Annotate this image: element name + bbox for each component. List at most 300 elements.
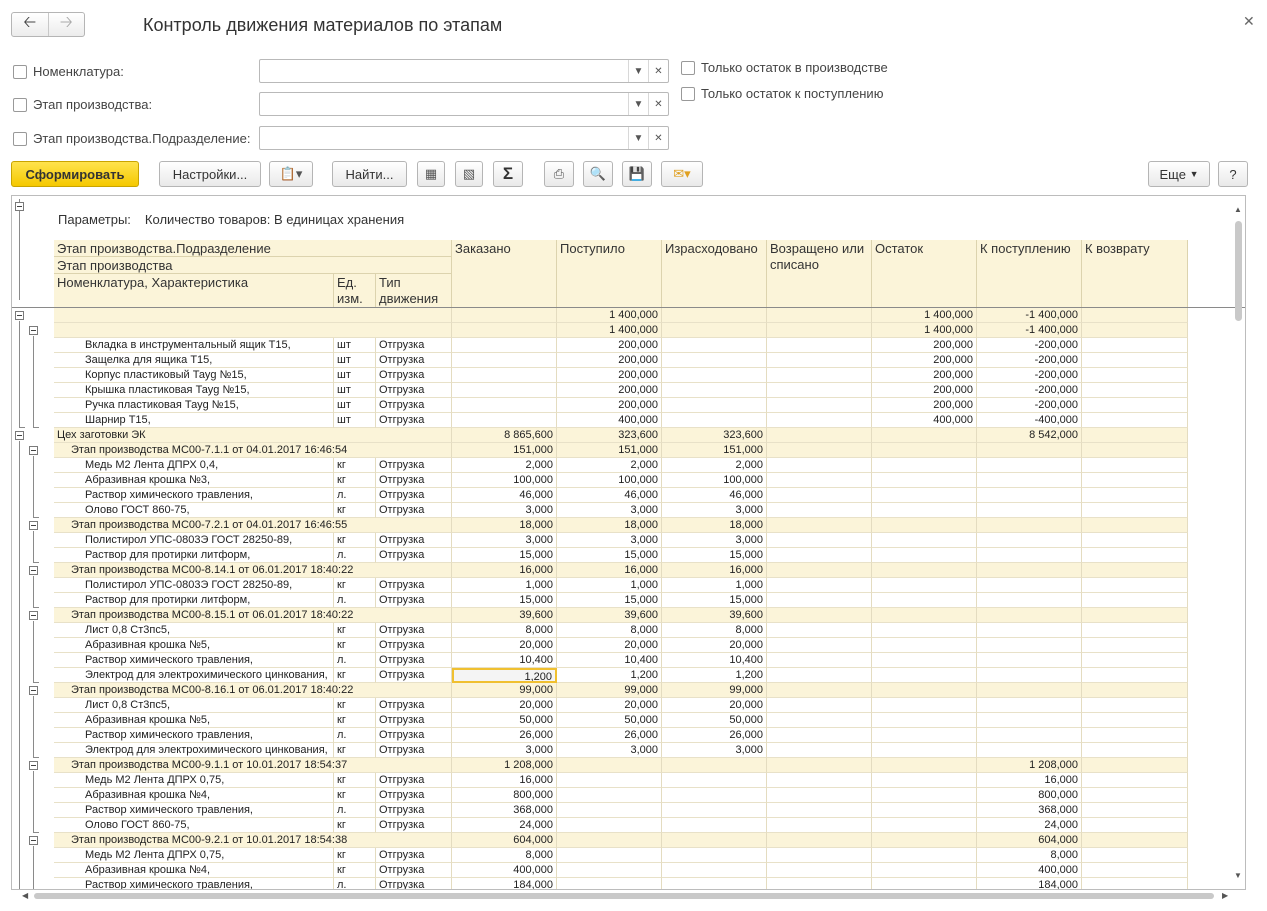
cell-received[interactable]: 323,600 bbox=[557, 428, 662, 443]
cell-type[interactable]: Отгрузка bbox=[376, 413, 452, 428]
cell-to-return[interactable] bbox=[1082, 803, 1188, 818]
cell-name[interactable]: Раствор химического травления, bbox=[54, 803, 334, 818]
cell-name[interactable]: Корпус пластиковый Тауg №15, bbox=[54, 368, 334, 383]
cell-remain[interactable]: 200,000 bbox=[872, 338, 977, 353]
cell-received[interactable] bbox=[557, 878, 662, 890]
table-row[interactable] bbox=[54, 593, 1188, 608]
cell-to-receive[interactable] bbox=[977, 653, 1082, 668]
cell-name[interactable]: Олово ГОСТ 860-75, bbox=[54, 818, 334, 833]
cell-remain[interactable] bbox=[872, 773, 977, 788]
cell-spent[interactable]: 18,000 bbox=[662, 518, 767, 533]
cell-ordered[interactable]: 3,000 bbox=[452, 743, 557, 758]
generate-button[interactable]: Сформировать bbox=[11, 161, 139, 187]
cell-to-receive[interactable]: -200,000 bbox=[977, 368, 1082, 383]
cell-returned[interactable] bbox=[767, 428, 872, 443]
cell-spent[interactable]: 26,000 bbox=[662, 728, 767, 743]
cell-type[interactable]: Отгрузка bbox=[376, 698, 452, 713]
cell-remain[interactable]: 200,000 bbox=[872, 383, 977, 398]
cell-to-receive[interactable] bbox=[977, 503, 1082, 518]
cell-remain[interactable] bbox=[872, 428, 977, 443]
cell-name[interactable]: Раствор для протирки литформ, bbox=[54, 548, 334, 563]
cell-spent[interactable]: 100,000 bbox=[662, 473, 767, 488]
cell-to-receive[interactable]: 368,000 bbox=[977, 803, 1082, 818]
cell-returned[interactable] bbox=[767, 668, 872, 683]
table-row[interactable] bbox=[54, 353, 1188, 368]
dropdown-icon[interactable]: ▼ bbox=[628, 60, 648, 82]
cell-remain[interactable]: 200,000 bbox=[872, 353, 977, 368]
cell-ordered[interactable]: 20,000 bbox=[452, 698, 557, 713]
cell-returned[interactable] bbox=[767, 878, 872, 890]
cell-to-receive[interactable]: -400,000 bbox=[977, 413, 1082, 428]
cell-returned[interactable] bbox=[767, 398, 872, 413]
group-row[interactable] bbox=[54, 608, 1188, 623]
cell-remain[interactable]: 200,000 bbox=[872, 368, 977, 383]
cell-to-receive[interactable]: -200,000 bbox=[977, 338, 1082, 353]
table-row[interactable] bbox=[54, 458, 1188, 473]
collapse-group-icon[interactable] bbox=[29, 686, 38, 695]
group-row[interactable] bbox=[54, 308, 1188, 323]
cell-unit[interactable]: л. bbox=[334, 728, 376, 743]
cell-remain[interactable] bbox=[872, 548, 977, 563]
cell-to-return[interactable] bbox=[1082, 608, 1188, 623]
cell-to-return[interactable] bbox=[1082, 398, 1188, 413]
cell-type[interactable]: Отгрузка bbox=[376, 578, 452, 593]
cell-spent[interactable] bbox=[662, 848, 767, 863]
cell-returned[interactable] bbox=[767, 338, 872, 353]
cell-name[interactable] bbox=[54, 323, 452, 338]
cell-to-receive[interactable]: -200,000 bbox=[977, 383, 1082, 398]
cell-type[interactable]: Отгрузка bbox=[376, 353, 452, 368]
cell-to-return[interactable] bbox=[1082, 308, 1188, 323]
cell-name[interactable]: Абразивная крошка №3, bbox=[54, 473, 334, 488]
cell-to-receive[interactable]: -1 400,000 bbox=[977, 323, 1082, 338]
cell-to-receive[interactable]: -1 400,000 bbox=[977, 308, 1082, 323]
cell-type[interactable]: Отгрузка bbox=[376, 728, 452, 743]
cell-ordered[interactable] bbox=[452, 413, 557, 428]
cell-unit[interactable]: кг bbox=[334, 533, 376, 548]
cell-received[interactable]: 10,400 bbox=[557, 653, 662, 668]
cell-received[interactable] bbox=[557, 818, 662, 833]
cell-received[interactable]: 3,000 bbox=[557, 743, 662, 758]
collapse-group-icon[interactable] bbox=[29, 326, 38, 335]
cell-received[interactable]: 16,000 bbox=[557, 563, 662, 578]
table-row[interactable] bbox=[54, 818, 1188, 833]
stage-division-checkbox[interactable] bbox=[13, 132, 27, 146]
cell-name[interactable]: Абразивная крошка №5, bbox=[54, 713, 334, 728]
expand-groups-button[interactable] bbox=[417, 161, 445, 187]
cell-name[interactable]: Раствор химического травления, bbox=[54, 488, 334, 503]
cell-type[interactable]: Отгрузка bbox=[376, 533, 452, 548]
cell-ordered[interactable]: 604,000 bbox=[452, 833, 557, 848]
cell-remain[interactable] bbox=[872, 518, 977, 533]
cell-type[interactable]: Отгрузка bbox=[376, 473, 452, 488]
send-mail-button[interactable] bbox=[661, 161, 703, 187]
cell-received[interactable] bbox=[557, 803, 662, 818]
cell-name[interactable]: Вкладка в инструментальный ящик Т15, bbox=[54, 338, 334, 353]
vertical-scroll-thumb[interactable] bbox=[1235, 221, 1242, 321]
cell-type[interactable]: Отгрузка bbox=[376, 383, 452, 398]
cell-type[interactable]: Отгрузка bbox=[376, 803, 452, 818]
cell-name[interactable]: Олово ГОСТ 860-75, bbox=[54, 503, 334, 518]
cell-name[interactable]: Полистирол УПС-0803Э ГОСТ 28250-89, bbox=[54, 533, 334, 548]
cell-name[interactable]: Абразивная крошка №5, bbox=[54, 638, 334, 653]
cell-spent[interactable]: 15,000 bbox=[662, 548, 767, 563]
cell-received[interactable]: 2,000 bbox=[557, 458, 662, 473]
cell-remain[interactable] bbox=[872, 473, 977, 488]
preview-button[interactable] bbox=[583, 161, 613, 187]
cell-to-return[interactable] bbox=[1082, 758, 1188, 773]
cell-spent[interactable]: 8,000 bbox=[662, 623, 767, 638]
cell-returned[interactable] bbox=[767, 713, 872, 728]
cell-ordered[interactable]: 800,000 bbox=[452, 788, 557, 803]
table-row[interactable] bbox=[54, 488, 1188, 503]
cell-name[interactable]: Этап производства МС00-8.14.1 от 06.01.2017 18:40:22 bbox=[54, 563, 452, 578]
cell-name[interactable] bbox=[54, 308, 452, 323]
collapse-group-icon[interactable] bbox=[29, 446, 38, 455]
cell-remain[interactable] bbox=[872, 788, 977, 803]
cell-to-return[interactable] bbox=[1082, 638, 1188, 653]
cell-type[interactable]: Отгрузка bbox=[376, 818, 452, 833]
cell-to-return[interactable] bbox=[1082, 833, 1188, 848]
cell-to-return[interactable] bbox=[1082, 533, 1188, 548]
cell-spent[interactable] bbox=[662, 803, 767, 818]
cell-remain[interactable] bbox=[872, 743, 977, 758]
cell-returned[interactable] bbox=[767, 563, 872, 578]
cell-to-receive[interactable]: 16,000 bbox=[977, 773, 1082, 788]
cell-to-return[interactable] bbox=[1082, 353, 1188, 368]
cell-unit[interactable]: кг bbox=[334, 623, 376, 638]
cell-type[interactable]: Отгрузка bbox=[376, 713, 452, 728]
table-row[interactable] bbox=[54, 773, 1188, 788]
cell-remain[interactable] bbox=[872, 803, 977, 818]
cell-to-receive[interactable] bbox=[977, 713, 1082, 728]
cell-ordered[interactable]: 100,000 bbox=[452, 473, 557, 488]
cell-unit[interactable]: л. bbox=[334, 593, 376, 608]
cell-received[interactable]: 18,000 bbox=[557, 518, 662, 533]
cell-to-return[interactable] bbox=[1082, 713, 1188, 728]
cell-to-receive[interactable] bbox=[977, 638, 1082, 653]
cell-name[interactable]: Этап производства МС00-8.15.1 от 06.01.2017 18:40:22 bbox=[54, 608, 452, 623]
cell-remain[interactable]: 1 400,000 bbox=[872, 308, 977, 323]
cell-remain[interactable] bbox=[872, 623, 977, 638]
cell-to-return[interactable] bbox=[1082, 728, 1188, 743]
cell-returned[interactable] bbox=[767, 548, 872, 563]
cell-to-return[interactable] bbox=[1082, 488, 1188, 503]
cell-ordered[interactable]: 16,000 bbox=[452, 563, 557, 578]
cell-to-return[interactable] bbox=[1082, 473, 1188, 488]
cell-ordered[interactable]: 2,000 bbox=[452, 458, 557, 473]
cell-returned[interactable] bbox=[767, 803, 872, 818]
cell-spent[interactable] bbox=[662, 398, 767, 413]
cell-remain[interactable] bbox=[872, 698, 977, 713]
cell-name[interactable]: Ручка пластиковая Тауg №15, bbox=[54, 398, 334, 413]
cell-name[interactable]: Раствор химического травления, bbox=[54, 878, 334, 890]
cell-unit[interactable]: шт bbox=[334, 383, 376, 398]
cell-to-return[interactable] bbox=[1082, 323, 1188, 338]
cell-remain[interactable] bbox=[872, 578, 977, 593]
cell-name[interactable]: Абразивная крошка №4, bbox=[54, 788, 334, 803]
clear-icon[interactable]: ✕ bbox=[648, 60, 668, 82]
cell-returned[interactable] bbox=[767, 818, 872, 833]
cell-spent[interactable]: 39,600 bbox=[662, 608, 767, 623]
cell-remain[interactable] bbox=[872, 533, 977, 548]
cell-name[interactable]: Этап производства МС00-7.2.1 от 04.01.2017 16:46:55 bbox=[54, 518, 452, 533]
cell-name[interactable]: Этап производства МС00-9.2.1 от 10.01.2017 18:54:38 bbox=[54, 833, 452, 848]
table-row[interactable] bbox=[54, 503, 1188, 518]
more-button[interactable] bbox=[1148, 161, 1210, 187]
cell-spent[interactable]: 3,000 bbox=[662, 533, 767, 548]
cell-type[interactable]: Отгрузка bbox=[376, 788, 452, 803]
group-row[interactable] bbox=[54, 563, 1188, 578]
cell-unit[interactable]: кг bbox=[334, 713, 376, 728]
cell-to-receive[interactable]: 1 208,000 bbox=[977, 758, 1082, 773]
cell-to-receive[interactable] bbox=[977, 443, 1082, 458]
settings-button[interactable]: Настройки... bbox=[159, 161, 261, 187]
cell-ordered[interactable] bbox=[452, 323, 557, 338]
selected-cell[interactable]: 1,200 bbox=[452, 668, 557, 683]
forward-arrow-icon[interactable]: 🡢 bbox=[48, 13, 85, 36]
cell-name[interactable]: Крышка пластиковая Тауg №15, bbox=[54, 383, 334, 398]
cell-received[interactable]: 15,000 bbox=[557, 593, 662, 608]
cell-name[interactable]: Шарнир Т15, bbox=[54, 413, 334, 428]
cell-to-return[interactable] bbox=[1082, 443, 1188, 458]
cell-returned[interactable] bbox=[767, 368, 872, 383]
cell-to-return[interactable] bbox=[1082, 383, 1188, 398]
cell-unit[interactable]: кг bbox=[334, 668, 376, 683]
cell-to-receive[interactable] bbox=[977, 593, 1082, 608]
cell-type[interactable]: Отгрузка bbox=[376, 743, 452, 758]
cell-returned[interactable] bbox=[767, 488, 872, 503]
header-collapse-icon[interactable] bbox=[15, 202, 24, 211]
cell-ordered[interactable] bbox=[452, 338, 557, 353]
cell-spent[interactable] bbox=[662, 413, 767, 428]
cell-unit[interactable]: шт bbox=[334, 398, 376, 413]
cell-remain[interactable] bbox=[872, 758, 977, 773]
table-row[interactable] bbox=[54, 713, 1188, 728]
cell-type[interactable]: Отгрузка bbox=[376, 503, 452, 518]
cell-to-return[interactable] bbox=[1082, 683, 1188, 698]
cell-type[interactable]: Отгрузка bbox=[376, 623, 452, 638]
cell-name[interactable]: Цех заготовки ЭК bbox=[54, 428, 452, 443]
cell-to-return[interactable] bbox=[1082, 458, 1188, 473]
cell-type[interactable]: Отгрузка bbox=[376, 458, 452, 473]
cell-remain[interactable] bbox=[872, 713, 977, 728]
horizontal-scroll-thumb[interactable] bbox=[34, 893, 1214, 899]
cell-received[interactable]: 151,000 bbox=[557, 443, 662, 458]
collapse-group-icon[interactable] bbox=[29, 521, 38, 530]
cell-type[interactable]: Отгрузка bbox=[376, 548, 452, 563]
cell-to-receive[interactable] bbox=[977, 698, 1082, 713]
cell-spent[interactable]: 1,200 bbox=[662, 668, 767, 683]
cell-to-receive[interactable] bbox=[977, 563, 1082, 578]
cell-spent[interactable]: 3,000 bbox=[662, 503, 767, 518]
only-remain-receipt-checkbox[interactable] bbox=[681, 87, 695, 101]
cell-to-return[interactable] bbox=[1082, 518, 1188, 533]
cell-unit[interactable]: кг bbox=[334, 458, 376, 473]
cell-returned[interactable] bbox=[767, 848, 872, 863]
cell-type[interactable]: Отгрузка bbox=[376, 368, 452, 383]
print-button[interactable] bbox=[544, 161, 574, 187]
nomenclature-checkbox[interactable] bbox=[13, 65, 27, 79]
cell-remain[interactable] bbox=[872, 593, 977, 608]
cell-received[interactable] bbox=[557, 758, 662, 773]
cell-returned[interactable] bbox=[767, 323, 872, 338]
cell-remain[interactable] bbox=[872, 653, 977, 668]
cell-spent[interactable] bbox=[662, 308, 767, 323]
cell-received[interactable]: 100,000 bbox=[557, 473, 662, 488]
cell-unit[interactable]: шт bbox=[334, 338, 376, 353]
cell-returned[interactable] bbox=[767, 413, 872, 428]
collapse-group-icon[interactable] bbox=[15, 311, 24, 320]
cell-unit[interactable]: кг bbox=[334, 863, 376, 878]
cell-to-receive[interactable]: 800,000 bbox=[977, 788, 1082, 803]
table-row[interactable] bbox=[54, 668, 1188, 683]
cell-ordered[interactable]: 16,000 bbox=[452, 773, 557, 788]
cell-to-receive[interactable]: 8,000 bbox=[977, 848, 1082, 863]
cell-type[interactable]: Отгрузка bbox=[376, 653, 452, 668]
group-row[interactable] bbox=[54, 518, 1188, 533]
cell-returned[interactable] bbox=[767, 578, 872, 593]
cell-returned[interactable] bbox=[767, 863, 872, 878]
sum-button[interactable]: Σ bbox=[493, 161, 523, 187]
table-row[interactable] bbox=[54, 788, 1188, 803]
cell-name[interactable]: Медь М2 Лента ДПРХ 0,4, bbox=[54, 458, 334, 473]
cell-to-return[interactable] bbox=[1082, 338, 1188, 353]
cell-unit[interactable]: шт bbox=[334, 413, 376, 428]
cell-returned[interactable] bbox=[767, 728, 872, 743]
cell-received[interactable]: 200,000 bbox=[557, 398, 662, 413]
cell-name[interactable]: Лист 0,8 Ст3пс5, bbox=[54, 623, 334, 638]
cell-remain[interactable] bbox=[872, 848, 977, 863]
variants-button[interactable] bbox=[269, 161, 313, 187]
cell-to-return[interactable] bbox=[1082, 863, 1188, 878]
cell-spent[interactable]: 2,000 bbox=[662, 458, 767, 473]
cell-name[interactable]: Электрод для электрохимического цинкования, bbox=[54, 668, 334, 683]
cell-spent[interactable]: 50,000 bbox=[662, 713, 767, 728]
cell-spent[interactable] bbox=[662, 818, 767, 833]
cell-ordered[interactable]: 3,000 bbox=[452, 533, 557, 548]
cell-received[interactable]: 8,000 bbox=[557, 623, 662, 638]
cell-to-return[interactable] bbox=[1082, 578, 1188, 593]
cell-type[interactable]: Отгрузка bbox=[376, 848, 452, 863]
close-icon[interactable]: ✕ bbox=[1243, 13, 1255, 29]
cell-to-receive[interactable]: 8 542,000 bbox=[977, 428, 1082, 443]
cell-remain[interactable]: 400,000 bbox=[872, 413, 977, 428]
cell-to-return[interactable] bbox=[1082, 623, 1188, 638]
cell-name[interactable]: Медь М2 Лента ДПРХ 0,75, bbox=[54, 773, 334, 788]
cell-spent[interactable]: 15,000 bbox=[662, 593, 767, 608]
cell-ordered[interactable]: 368,000 bbox=[452, 803, 557, 818]
cell-received[interactable] bbox=[557, 773, 662, 788]
cell-spent[interactable] bbox=[662, 323, 767, 338]
cell-to-receive[interactable] bbox=[977, 548, 1082, 563]
cell-to-return[interactable] bbox=[1082, 503, 1188, 518]
dropdown-icon[interactable]: ▼ bbox=[628, 93, 648, 115]
cell-received[interactable]: 1,000 bbox=[557, 578, 662, 593]
table-row[interactable] bbox=[54, 413, 1188, 428]
cell-received[interactable]: 200,000 bbox=[557, 368, 662, 383]
cell-returned[interactable] bbox=[767, 833, 872, 848]
cell-to-receive[interactable]: 604,000 bbox=[977, 833, 1082, 848]
cell-ordered[interactable]: 8,000 bbox=[452, 623, 557, 638]
cell-remain[interactable] bbox=[872, 563, 977, 578]
cell-returned[interactable] bbox=[767, 473, 872, 488]
cell-to-receive[interactable] bbox=[977, 458, 1082, 473]
cell-received[interactable] bbox=[557, 788, 662, 803]
cell-received[interactable]: 1 400,000 bbox=[557, 308, 662, 323]
cell-unit[interactable]: л. bbox=[334, 488, 376, 503]
group-row[interactable] bbox=[54, 443, 1188, 458]
cell-ordered[interactable]: 39,600 bbox=[452, 608, 557, 623]
cell-to-return[interactable] bbox=[1082, 653, 1188, 668]
stage-checkbox[interactable] bbox=[13, 98, 27, 112]
cell-ordered[interactable] bbox=[452, 398, 557, 413]
cell-returned[interactable] bbox=[767, 458, 872, 473]
cell-spent[interactable] bbox=[662, 788, 767, 803]
cell-received[interactable]: 1 400,000 bbox=[557, 323, 662, 338]
cell-ordered[interactable]: 8,000 bbox=[452, 848, 557, 863]
cell-to-return[interactable] bbox=[1082, 773, 1188, 788]
cell-remain[interactable] bbox=[872, 833, 977, 848]
cell-received[interactable] bbox=[557, 863, 662, 878]
cell-received[interactable]: 26,000 bbox=[557, 728, 662, 743]
cell-spent[interactable] bbox=[662, 383, 767, 398]
cell-remain[interactable] bbox=[872, 818, 977, 833]
cell-received[interactable]: 99,000 bbox=[557, 683, 662, 698]
cell-received[interactable]: 200,000 bbox=[557, 338, 662, 353]
scroll-up-icon[interactable]: ▲ bbox=[1234, 205, 1242, 214]
cell-ordered[interactable]: 151,000 bbox=[452, 443, 557, 458]
cell-name[interactable]: Лист 0,8 Ст3пс5, bbox=[54, 698, 334, 713]
cell-ordered[interactable]: 10,400 bbox=[452, 653, 557, 668]
cell-ordered[interactable]: 400,000 bbox=[452, 863, 557, 878]
horizontal-scrollbar[interactable] bbox=[22, 891, 1229, 900]
cell-type[interactable]: Отгрузка bbox=[376, 668, 452, 683]
collapse-groups-button[interactable] bbox=[455, 161, 483, 187]
cell-to-receive[interactable] bbox=[977, 683, 1082, 698]
cell-spent[interactable]: 3,000 bbox=[662, 743, 767, 758]
cell-received[interactable]: 39,600 bbox=[557, 608, 662, 623]
cell-received[interactable]: 50,000 bbox=[557, 713, 662, 728]
cell-ordered[interactable] bbox=[452, 308, 557, 323]
cell-returned[interactable] bbox=[767, 638, 872, 653]
nomenclature-field[interactable] bbox=[259, 59, 669, 83]
cell-ordered[interactable]: 3,000 bbox=[452, 503, 557, 518]
cell-spent[interactable]: 46,000 bbox=[662, 488, 767, 503]
table-row[interactable] bbox=[54, 383, 1188, 398]
cell-returned[interactable] bbox=[767, 608, 872, 623]
cell-name[interactable]: Абразивная крошка №4, bbox=[54, 863, 334, 878]
cell-to-return[interactable] bbox=[1082, 698, 1188, 713]
cell-ordered[interactable]: 1,000 bbox=[452, 578, 557, 593]
table-row[interactable] bbox=[54, 803, 1188, 818]
cell-remain[interactable] bbox=[872, 683, 977, 698]
cell-spent[interactable]: 20,000 bbox=[662, 638, 767, 653]
cell-spent[interactable]: 1,000 bbox=[662, 578, 767, 593]
cell-unit[interactable]: кг bbox=[334, 698, 376, 713]
cell-ordered[interactable]: 18,000 bbox=[452, 518, 557, 533]
cell-name[interactable]: Раствор для протирки литформ, bbox=[54, 593, 334, 608]
cell-unit[interactable]: кг bbox=[334, 473, 376, 488]
cell-received[interactable]: 20,000 bbox=[557, 698, 662, 713]
cell-spent[interactable]: 99,000 bbox=[662, 683, 767, 698]
cell-received[interactable]: 20,000 bbox=[557, 638, 662, 653]
cell-received[interactable]: 400,000 bbox=[557, 413, 662, 428]
cell-to-receive[interactable] bbox=[977, 473, 1082, 488]
cell-to-receive[interactable] bbox=[977, 518, 1082, 533]
table-row[interactable] bbox=[54, 698, 1188, 713]
scroll-right-icon[interactable]: ▶ bbox=[1222, 891, 1229, 900]
